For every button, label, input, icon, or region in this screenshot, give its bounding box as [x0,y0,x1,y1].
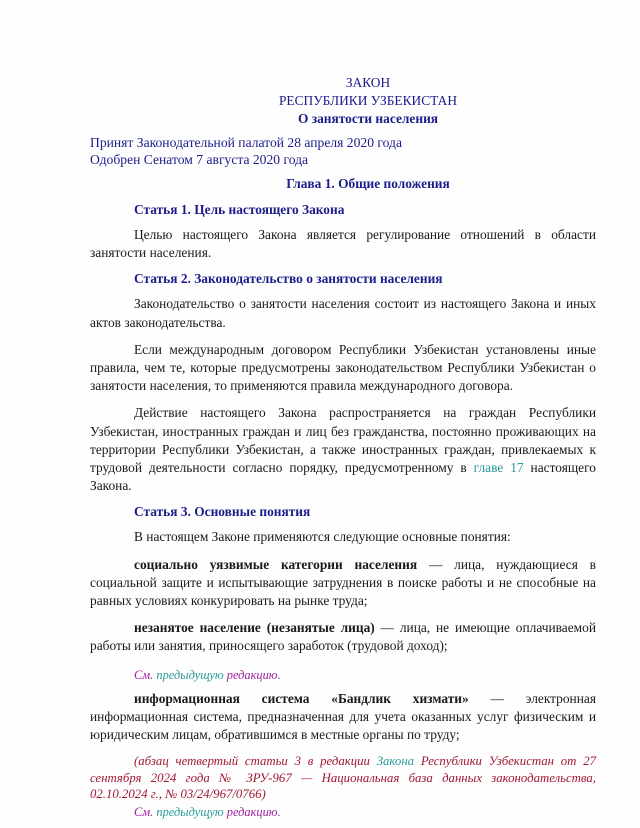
chapter-17-link[interactable]: главе 17 [473,460,524,476]
chapter-1-title: Глава 1. Общие положения [286,176,450,191]
see-previous-edition-link[interactable] [90,803,596,821]
article-2-p3-tail: настоящего Закона. [90,460,596,494]
document-page [90,74,596,821]
note-tail: Республики Узбекистан от 27 сентября 2024 года № ЗРУ-967 — Национальная база данных законодательства, 02.10.2024 г., № 03/24/967/0766) [90,754,596,802]
term-text: — электронная информационная система, предназначенная для учета оказанных услуг физическим и юридическим лицам, обратившимся в местные органы по труду; [90,690,596,743]
see-previous-edition-link[interactable] [90,666,596,684]
article-1-title: Статья 1. Цель настоящего Закона [134,202,345,217]
approved-date: Одобрен Сенатом 7 августа 2020 года [90,152,309,167]
article-3-intro: В настоящем Законе применяются следующие основные понятия: [134,529,511,545]
law-label: ЗАКОН [345,75,391,90]
article-1-text: Целью настоящего Закона является регулирование отношений в области занятости населения. [90,227,596,261]
amendment-note [90,753,596,803]
term-definition [90,619,596,655]
law-link[interactable]: Закона [376,754,415,769]
article-2-p3 [90,404,596,495]
law-title: О занятости населения [297,111,439,126]
see-prev-part3[interactable]: редакцию. [226,667,281,682]
term-name: социально уязвимые категории населения [134,556,418,572]
term-text: — лица, не имеющие оплачиваемой работы или занятия, приносящего заработок (трудовой доход); [90,620,597,654]
article-2-title: Статья 2. Законодательство о занятости населения [134,271,443,287]
adoption-info [90,134,596,168]
term-text: — лица, нуждающиеся в социальной защите и испытывающие затруднения в поиске работы и не способные на равных условиях конкурировать на рынке труда; [90,556,596,609]
article-2-p2: Если международным договором Республики Узбекистан установлены иные правила, чем те, которые предусмотрены законодательством Республики Узбекистан о занятости населения, то применяются правила международного договора. [90,341,596,394]
article-2-p3-text: Действие настоящего Закона распространяется на граждан Республики Узбекистан, иностранных граждан и лиц без гражданства, постоянно проживающих на территории Республики Узбекистан, а также иностранных граждан, привлекаемых к трудовой деятельности согласно порядку, предусмотренному в [90,405,596,476]
adopted-date: Принят Законодательной палатой 28 апреля 2020 года [90,135,402,150]
see-prev-part2[interactable]: предыдущую [153,667,227,682]
see-prev-part1[interactable]: См. [134,667,154,682]
article-2-p1: Законодательство о занятости населения состоит из настоящего Закона и иных актов законодательства. [90,296,596,330]
see-prev-part3[interactable]: редакцию. [226,804,281,819]
term-definition [90,690,596,745]
term-definition [90,556,596,611]
see-prev-part1[interactable]: См. [134,804,154,819]
article-3-title: Статья 3. Основные понятия [134,504,311,520]
note-text: (абзац четвертый статьи 3 в редакции [134,754,377,769]
term-name: незанятое население (незанятые лица) [134,620,375,636]
see-prev-part2[interactable]: предыдущую [153,804,227,819]
law-country: РЕСПУБЛИКИ УЗБЕКИСТАН [278,93,458,108]
term-name: информационная система «Бандлик хизмати» [134,690,469,706]
